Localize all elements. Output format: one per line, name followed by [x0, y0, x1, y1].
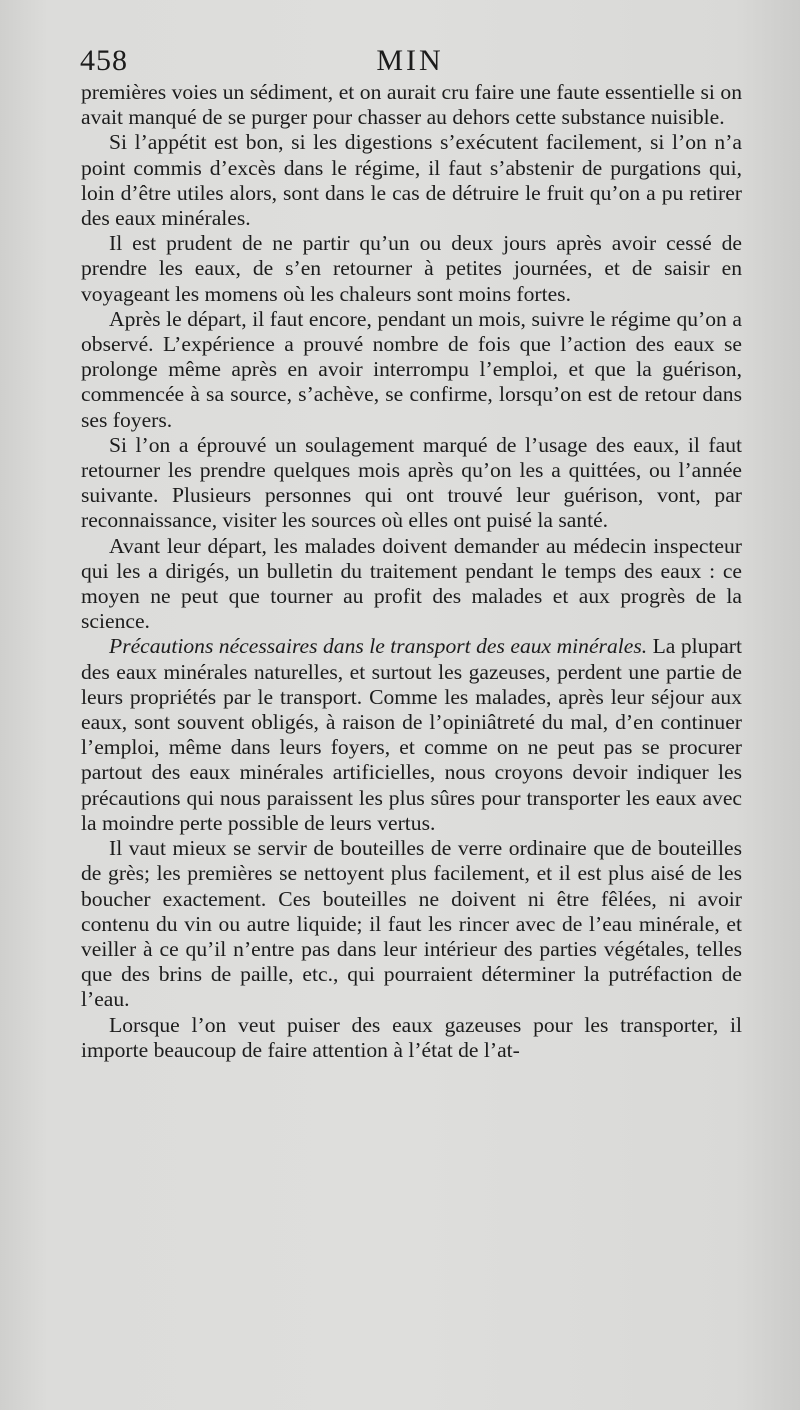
paragraph-3-text: Il est prudent de ne partir qu’un ou deux jours après avoir cessé de prendre les eaux, de s’en retourner à petites journées, et de saisir en voyageant les momens où les chaleurs sont moins fortes. — [81, 231, 742, 306]
paragraph-1 — [81, 80, 742, 130]
running-head: MIN — [376, 44, 444, 77]
paragraph-6-text: Avant leur départ, les malades doivent demander au médecin inspecteur qui les a dirigés, un bulletin du traitement pendant le temps des eaux : ce moyen ne peut que tourner au profit des malades et aux progrès de la science. — [81, 533, 742, 634]
section-heading: Précautions nécessaires dans le transport des eaux minérales. — [109, 634, 648, 659]
body-text — [81, 80, 742, 1063]
paragraph-8-text: Il vaut mieux se servir de bouteilles de verre ordinaire que de bouteilles de grès; les premières se nettoyent plus facilement, et il est plus aisé de les boucher exactement. Ces bouteilles ne doivent ni être fêlées, ni avoir contenu du vin ou autre liquide; il faut les rincer avec de l’eau minérale, et veiller à ce qu’il n’entre pas dans leur intérieur des parties végétales, telles que des brins de paille, etc., qui pourraient déterminer la putréfaction de l’eau. — [81, 836, 742, 1012]
paragraph-1-text: premières voies un sédiment, et on aurait cru faire une faute essentielle si on avait manqué de se purger pour chasser au dehors cette substance nuisible. — [81, 80, 742, 130]
paragraph-9-text: Lorsque l’on veut puiser des eaux gazeuses pour les transporter, il importe beaucoup de faire attention à l’état de l’at- — [81, 1012, 742, 1062]
paragraph-7-text: La plupart des eaux minérales naturelles, et surtout les gazeuses, perdent une partie de leurs propriétés par le transport. Comme les malades, après leur séjour aux eaux, sont souvent obligés, à raison de l’opiniâtreté du mal, d’en continuer l’emploi, même dans leurs foyers, et comme on ne peut pas se procurer partout des eaux minérales artificielles, nous croyons devoir indiquer les précautions qui nous paraissent les plus sûres pour transporter les eaux avec la moindre perte possible de leurs vertus. — [81, 634, 742, 835]
page-number: 458 — [80, 44, 128, 77]
paragraph-2 — [81, 130, 742, 231]
paragraph-9 — [81, 1013, 742, 1063]
paragraph-6 — [81, 534, 742, 635]
paragraph-3 — [81, 231, 742, 307]
paragraph-4 — [81, 307, 742, 433]
paragraph-7 — [81, 634, 742, 836]
paragraph-8 — [81, 836, 742, 1012]
paragraph-5 — [81, 433, 742, 534]
page-header — [80, 44, 740, 84]
paragraph-4-text: Après le départ, il faut encore, pendant un mois, suivre le régime qu’on a observé. L’expérience a prouvé nombre de fois que l’action des eaux se prolonge même après en avoir interrompu l’emploi, et que la guérison, commencée à sa source, s’achève, se confirme, lorsqu’on est de retour dans ses foyers. — [81, 306, 742, 432]
paragraph-2-text: Si l’appétit est bon, si les digestions s’exécutent facilement, si l’on n’a point commis d’excès dans le régime, il faut s’abstenir de purgations qui, loin d’être utiles alors, sont dans le cas de détruire le fruit qu’on a pu retirer des eaux minérales. — [81, 130, 742, 231]
paragraph-5-text: Si l’on a éprouvé un soulagement marqué de l’usage des eaux, il faut retourner les prendre quelques mois après qu’on les a quittées, ou l’année suivante. Plusieurs personnes qui ont trouvé leur guérison, vont, par reconnaissance, visiter les sources où elles ont puisé la santé. — [81, 432, 742, 533]
